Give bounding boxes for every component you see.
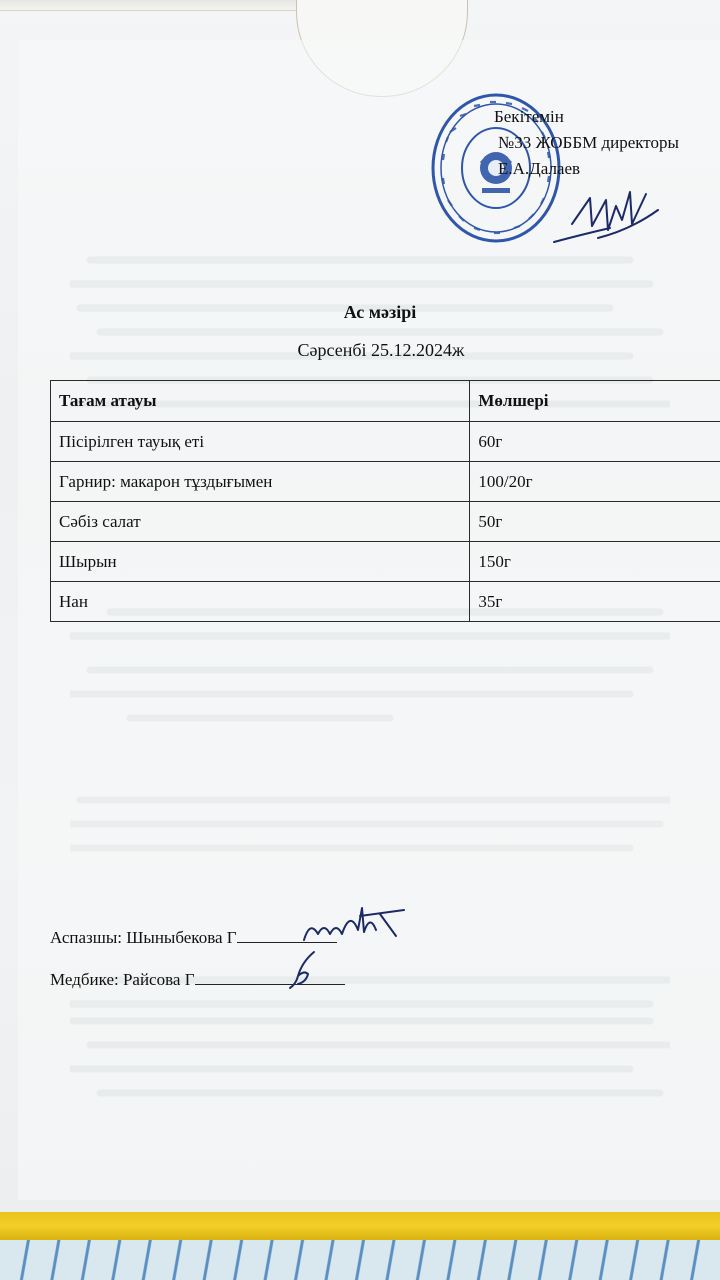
approval-block	[494, 104, 714, 182]
cook-signature	[300, 900, 410, 950]
dish-amount: 100/20г	[470, 462, 720, 502]
sleeve-yellow-edge	[0, 1212, 720, 1240]
sleeve-top-edge	[0, 0, 296, 11]
table-row	[51, 502, 720, 542]
table-row	[51, 582, 720, 622]
nurse-signature	[284, 948, 324, 990]
table-row	[51, 422, 720, 462]
bleed-through-texture-bottom	[70, 1015, 680, 1132]
nurse-label: Медбике: Райсова Г	[50, 970, 195, 989]
table-row	[51, 462, 720, 502]
dish-amount: 50г	[470, 502, 720, 542]
bleed-through-lines	[70, 250, 670, 1010]
director-signature	[550, 180, 660, 255]
dish-amount: 60г	[470, 422, 720, 462]
menu-date: Сәрсенбі 25.12.2024ж	[297, 340, 465, 360]
menu-table	[50, 380, 720, 622]
table-row	[51, 542, 720, 582]
director-name: Е.А.Далаев	[498, 159, 581, 178]
dish-name: Гарнир: макарон тұздығымен	[51, 462, 470, 502]
dish-amount: 150г	[470, 542, 720, 582]
bleed-through-lines-bottom	[70, 1015, 670, 1125]
dish-amount: 35г	[470, 582, 720, 622]
cook-signature-line	[50, 926, 337, 948]
header-amount: Мөлшері	[470, 381, 720, 422]
cook-label: Аспазшы: Шыныбекова Г	[50, 928, 237, 947]
dish-name: Нан	[51, 582, 470, 622]
approval-heading: Бекітемін	[494, 107, 564, 126]
dish-name: Сәбіз салат	[51, 502, 470, 542]
dish-name: Шырын	[51, 542, 470, 582]
director-title: №33 ЖОББМ директоры	[498, 133, 679, 152]
dish-name: Пісірілген тауық еті	[51, 422, 470, 462]
background-floor	[0, 1240, 720, 1280]
table-header-row	[51, 381, 720, 422]
header-dish-name: Тағам атауы	[51, 381, 470, 422]
menu-title: Ас мәзірі	[343, 302, 417, 322]
